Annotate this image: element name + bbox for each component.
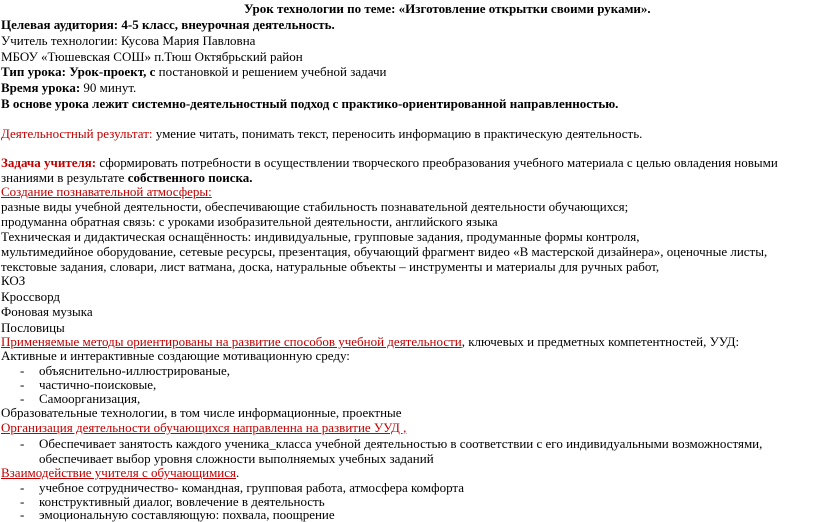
audience-line xyxy=(1,17,335,32)
result-value: умение читать, понимать текст, переносить информацию в практическую деятельность. xyxy=(152,126,643,141)
lesson-time-value: 90 минут. xyxy=(80,80,137,95)
school-line: МБОУ «Тюшевская СОШ» п.Тюш Октябрьский район xyxy=(1,49,303,64)
interaction-item-3: эмоциональную составляющую: похвала, поощрение xyxy=(39,507,335,522)
teacher-task-bold: собственного поиска. xyxy=(127,170,253,185)
atmosphere-line-3: Техническая и дидактическая оснащённость: индивидуальные, групповые задания, продуманные формы контроля, xyxy=(1,229,640,244)
teacher-task-text-2: знаниями в результате xyxy=(1,170,128,185)
page-title: Урок технологии по теме: «Изготовление открытки своими руками». xyxy=(244,1,651,16)
methods-tech: Образовательные технологии, в том числе информационные, проектные xyxy=(1,405,402,420)
atmosphere-line-1: разные виды учебной деятельности, обеспечивающие стабильность познавательной деятельности обучающихся; xyxy=(1,199,629,214)
interaction-heading: Взаимодействие учителя с обучающимися xyxy=(1,465,237,480)
lesson-type-bold: Урок-проект, с xyxy=(65,64,156,79)
lesson-type-line xyxy=(1,64,387,79)
list-bullet: - xyxy=(20,377,25,392)
extra-item-proverbs: Пословицы xyxy=(1,320,65,335)
methods-heading: Применяемые методы ориентированы на развитие способов учебной деятельности xyxy=(1,334,462,349)
atmosphere-heading: Создание познавательной атмосферы: xyxy=(1,184,212,199)
teacher-task-label: Задача учителя: xyxy=(1,155,97,170)
result-line xyxy=(1,126,642,141)
teacher-task-line-1 xyxy=(1,155,778,170)
methods-item-1: объяснительно-иллюстрированые, xyxy=(39,363,230,378)
atmosphere-line-2: продуманна обратная связь: с уроками изобразительной деятельности, английского языка xyxy=(1,214,498,229)
organization-item-line-1: Обеспечивает занятость каждого ученика_класса учебной деятельностью в соответствии с его индивидуальными возможностями, xyxy=(39,436,763,451)
atmosphere-line-4: мультимедийное оборудование, сетевые ресурсы, презентация, обучающий фрагмент видео «В мастерской дизайнера», оценочные листы, xyxy=(1,244,768,259)
organization-item-line-2: обеспечивает выбор уровня сложности выполняемых учебных заданий xyxy=(39,451,434,466)
methods-rest: , ключевых и предметных компетентностей, УУД: xyxy=(461,334,740,349)
methods-line xyxy=(1,334,739,349)
extra-item-crossword: Кроссворд xyxy=(1,289,61,304)
teacher-task-text-1: сформировать потребности в осуществлении творческого преобразования учебного материала с целью овладения новыми xyxy=(96,155,778,170)
methods-item-2: частично-поисковые, xyxy=(39,377,157,392)
atmosphere-line-5: текстовые задания, словари, лист ватмана, доска, натуральные объекты – инструменты и материалы для ручных работ, xyxy=(1,259,660,274)
interaction-item-2: конструктивный диалог, вовлечение в деятельность xyxy=(39,494,325,509)
lesson-time-line xyxy=(1,80,136,95)
lesson-type-label: Тип урока: xyxy=(1,64,66,79)
lesson-time-label: Время урока: xyxy=(1,80,81,95)
result-label: Деятельностный результат: xyxy=(1,126,153,141)
list-bullet: - xyxy=(20,480,25,495)
interaction-item-1: учебное сотрудничество- командная, групповая работа, атмосфера комфорта xyxy=(39,480,465,495)
approach-line: В основе урока лежит системно-деятельностный подход с практико-ориентированной направленностью. xyxy=(1,96,619,111)
teacher-line: Учитель технологии: Кусова Мария Павловна xyxy=(1,33,256,48)
interaction-line xyxy=(1,465,239,480)
interaction-period: . xyxy=(236,465,240,480)
list-bullet: - xyxy=(20,391,25,406)
methods-item-3: Самоорганизация, xyxy=(39,391,141,406)
list-bullet: - xyxy=(20,436,25,451)
organization-heading: Организация деятельности обучающихся направленна на развитие УУД , xyxy=(1,420,407,435)
audience-value: 4-5 класс, внеурочная деятельность. xyxy=(118,17,335,32)
audience-label: Целевая аудитория: xyxy=(1,17,119,32)
list-bullet: - xyxy=(20,507,25,522)
teacher-task-line-2 xyxy=(1,170,253,185)
list-bullet: - xyxy=(20,494,25,509)
methods-intro: Активные и интерактивные создающие мотивационную среду: xyxy=(1,348,350,363)
extra-item-music: Фоновая музыка xyxy=(1,304,93,319)
extra-item-koz: КОЗ xyxy=(1,273,26,288)
lesson-type-value: постановкой и решением учебной задачи xyxy=(155,64,387,79)
list-bullet: - xyxy=(20,363,25,378)
